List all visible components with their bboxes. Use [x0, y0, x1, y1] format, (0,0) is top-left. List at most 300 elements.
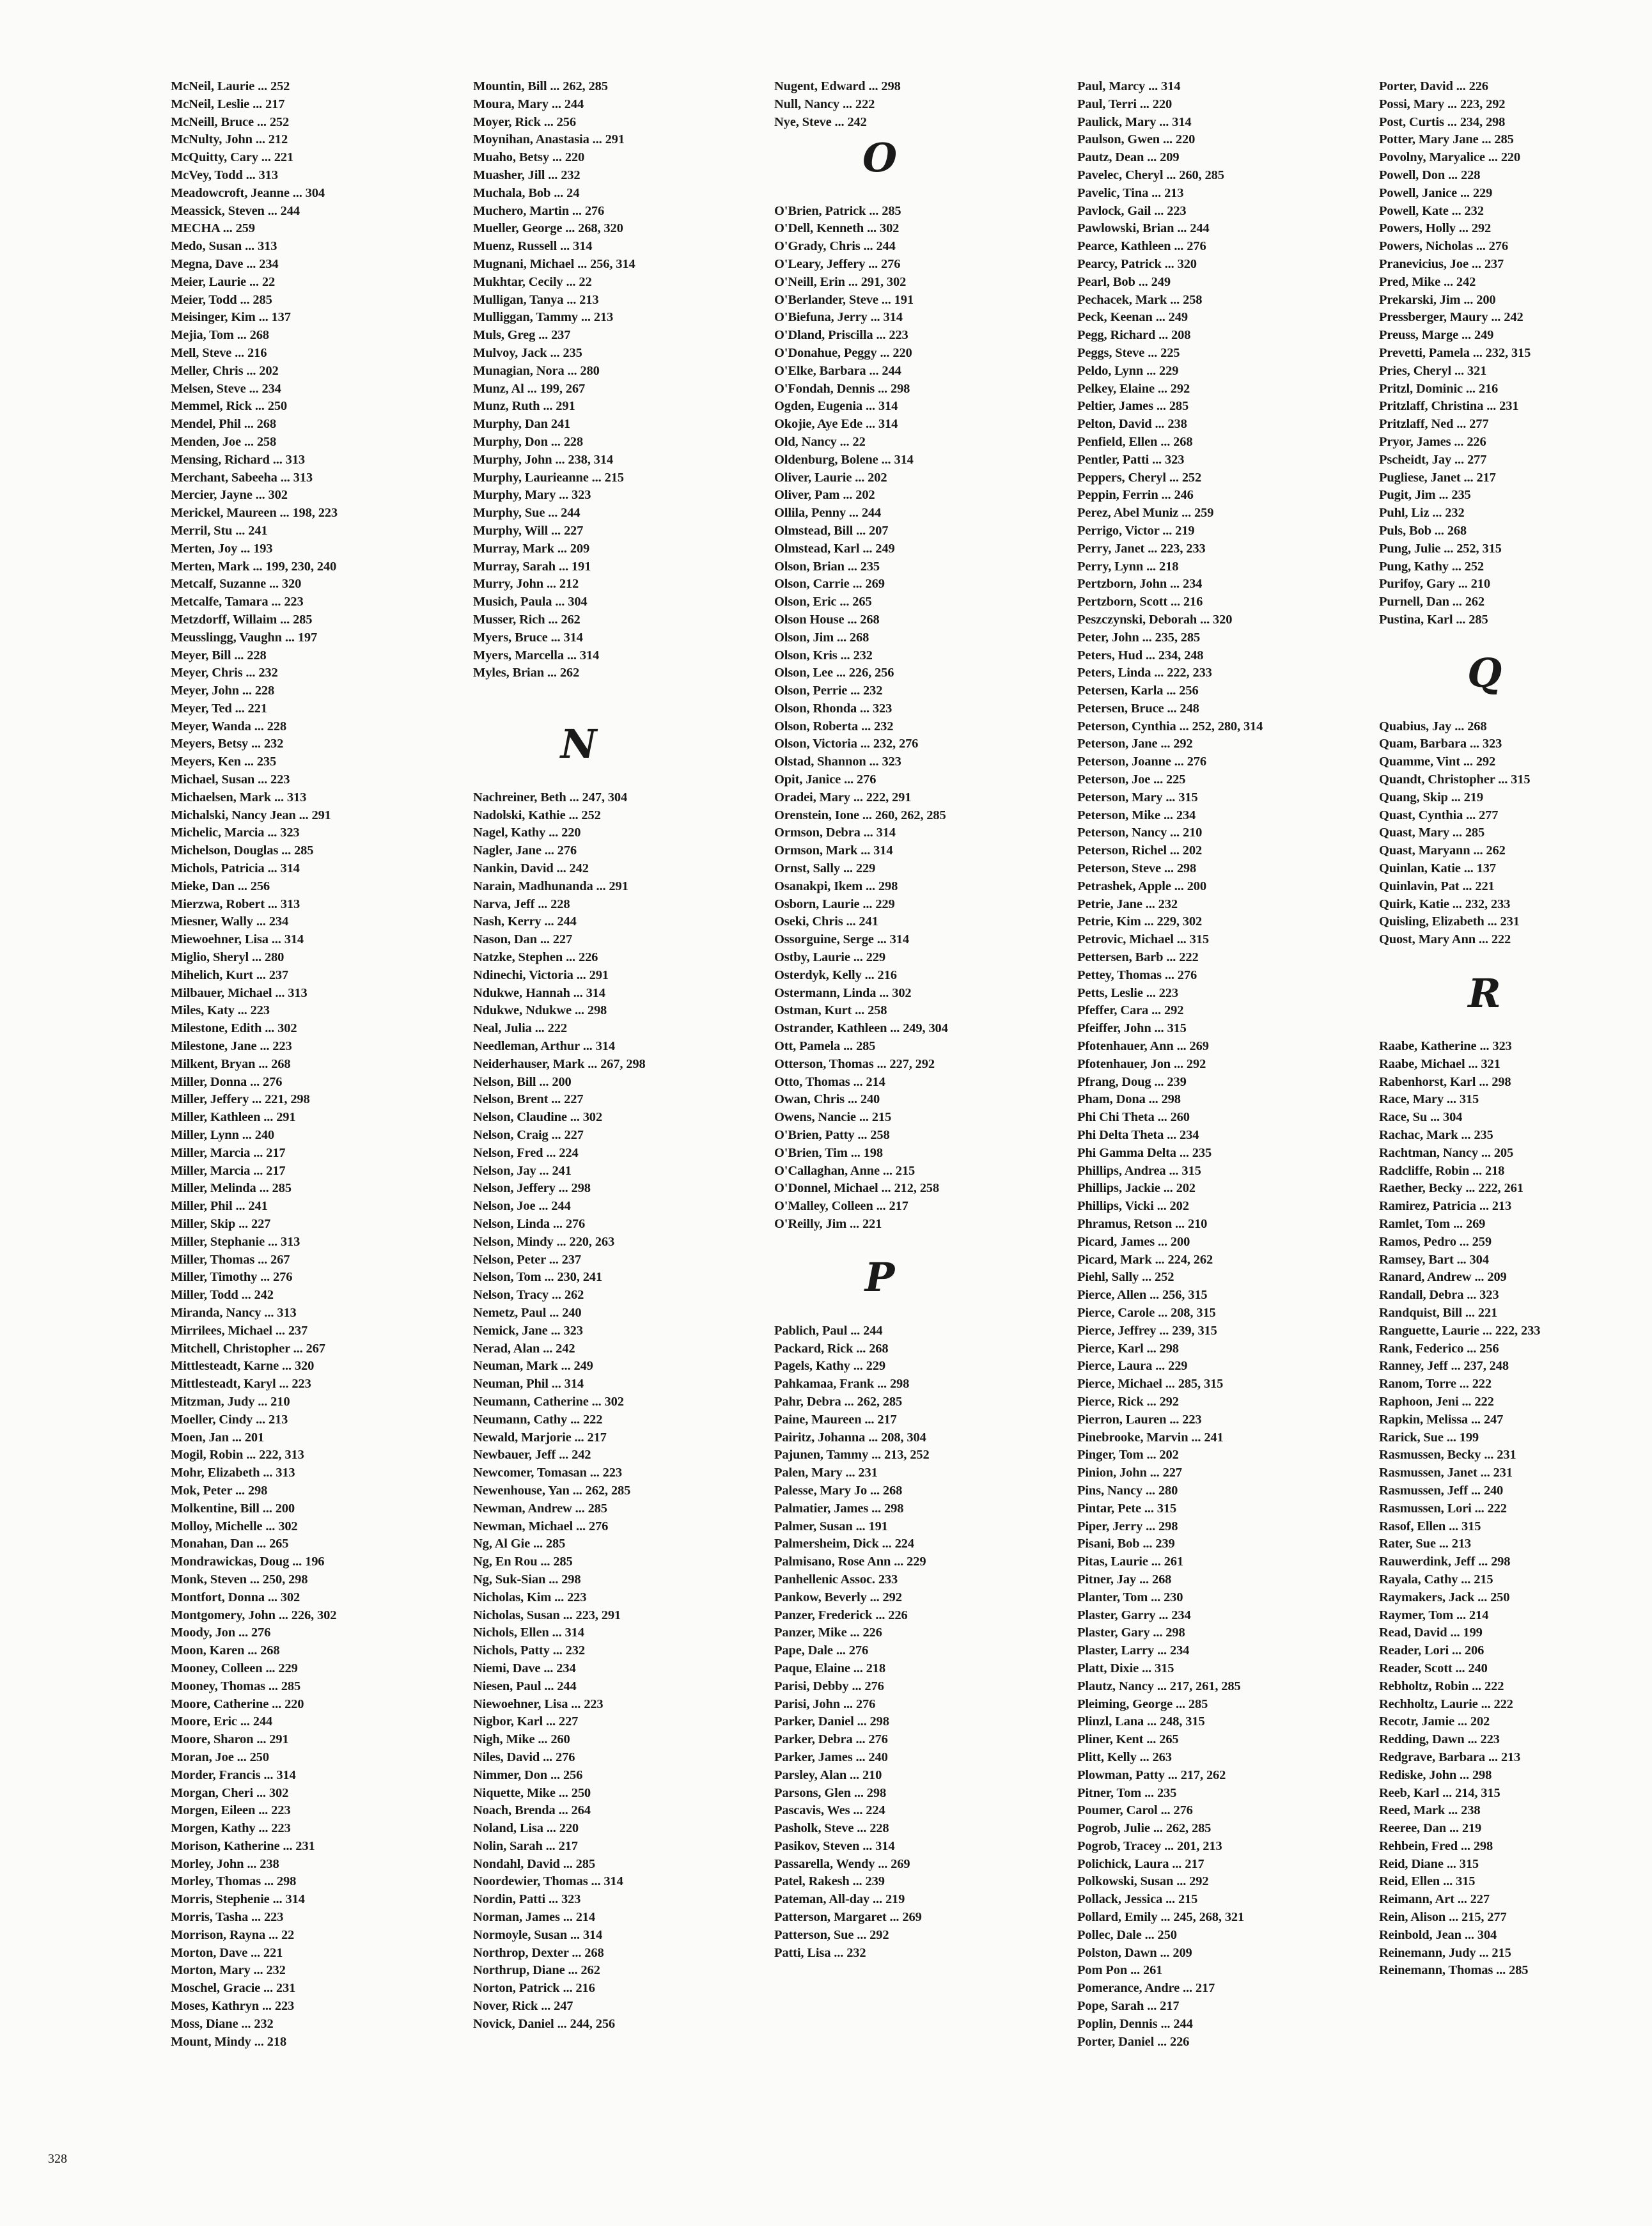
index-entry: Muaho, Betsy ... 220: [473, 150, 585, 165]
index-entry: Reinemann, Thomas ... 285: [1379, 1963, 1529, 1978]
index-entry: Moore, Sharon ... 291: [171, 1732, 289, 1747]
index-entry: Pscheidt, Jay ... 277: [1379, 452, 1487, 467]
index-column-1: [171, 78, 452, 2051]
index-entry: Neumann, Cathy ... 222: [473, 1412, 603, 1427]
index-entry: Norman, James ... 214: [473, 1910, 596, 1925]
section-letter: Q: [1467, 650, 1502, 697]
index-entry: Miller, Stephanie ... 313: [171, 1234, 300, 1249]
index-entry: Pettersen, Barb ... 222: [1077, 950, 1199, 965]
index-entry: Moyer, Rick ... 256: [473, 114, 576, 129]
index-entry: Raabe, Katherine ... 323: [1379, 1039, 1512, 1054]
index-entry: Mercier, Jayne ... 302: [171, 488, 288, 503]
index-entry: Natzke, Stephen ... 226: [473, 950, 598, 965]
index-entry: Musich, Paula ... 304: [473, 595, 588, 609]
index-entry: Reinemann, Judy ... 215: [1379, 1945, 1511, 1960]
index-entry: O'Brien, Patrick ... 285: [774, 203, 901, 218]
index-entry: Read, David ... 199: [1379, 1626, 1483, 1640]
index-entry: Panzer, Mike ... 226: [774, 1626, 882, 1640]
index-entry: Ostby, Laurie ... 229: [774, 950, 885, 965]
index-entry: Pinion, John ... 227: [1077, 1466, 1182, 1480]
spacer: [774, 1305, 1056, 1322]
spacer: [774, 185, 1056, 203]
index-entry: Nelson, Claudine ... 302: [473, 1110, 603, 1125]
index-entry: Meyers, Ken ... 235: [171, 755, 277, 769]
index-entry: Pustina, Karl ... 285: [1379, 612, 1488, 627]
index-entry: Paine, Maureen ... 217: [774, 1412, 897, 1427]
index-entry: Race, Su ... 304: [1379, 1110, 1463, 1125]
index-entry: Pierce, Rick ... 292: [1077, 1394, 1179, 1409]
index-entry: Osanakpi, Ikem ... 298: [774, 879, 898, 893]
index-entry: Morrison, Rayna ... 22: [171, 1927, 295, 1942]
index-entry: Murray, Mark ... 209: [473, 541, 590, 556]
index-entry: Recotr, Jamie ... 202: [1379, 1714, 1490, 1729]
index-entry: Muchala, Bob ... 24: [473, 185, 580, 200]
index-entry: Pritzl, Dominic ... 216: [1379, 381, 1499, 396]
index-entry: Ogden, Eugenia ... 314: [774, 399, 898, 414]
index-entry: Pugit, Jim ... 235: [1379, 488, 1471, 503]
index-entry: Olson, Victoria ... 232, 276: [774, 737, 919, 751]
index-entry: Nankin, David ... 242: [473, 861, 589, 876]
index-entry: Pierce, Carole ... 208, 315: [1077, 1305, 1216, 1320]
index-entry: Ng, Suk-Sian ... 298: [473, 1572, 581, 1587]
index-entry: O'Biefuna, Jerry ... 314: [774, 310, 903, 325]
index-entry: Ostrander, Kathleen ... 249, 304: [774, 1021, 948, 1036]
index-entry: Nelson, Bill ... 200: [473, 1074, 572, 1089]
index-entry: Melsen, Steve ... 234: [171, 381, 281, 396]
index-entry: Ormson, Mark ... 314: [774, 843, 893, 858]
index-entry: Rapkin, Melissa ... 247: [1379, 1412, 1504, 1427]
index-entry: Plowman, Patty ... 217, 262: [1077, 1767, 1226, 1782]
index-entry: Nicholas, Kim ... 223: [473, 1590, 587, 1604]
index-entry: Peterson, Cynthia ... 252, 280, 314: [1077, 719, 1263, 733]
index-entry: Morris, Stephenie ... 314: [171, 1892, 305, 1907]
index-entry: Pavelic, Tina ... 213: [1077, 185, 1184, 200]
index-entry: Rein, Alison ... 215, 277: [1379, 1910, 1507, 1925]
index-entry: Montfort, Donna ... 302: [171, 1590, 300, 1604]
section-letter: O: [862, 134, 897, 182]
index-entry: O'Brien, Tim ... 198: [774, 1145, 883, 1160]
index-entry: Peterson, Mike ... 234: [1077, 808, 1196, 822]
index-entry: Moeller, Cindy ... 213: [171, 1412, 288, 1427]
index-entry: Miller, Marcia ... 217: [171, 1163, 286, 1178]
section-letter: P: [864, 1254, 895, 1301]
index-entry: Myers, Marcella ... 314: [473, 648, 600, 662]
index-entry: McNeill, Bruce ... 252: [171, 114, 290, 129]
index-entry: Molkentine, Bill ... 200: [171, 1501, 295, 1516]
spacer: [1379, 967, 1652, 985]
index-entry: Mulligan, Tanya ... 213: [473, 292, 599, 307]
index-entry: Possi, Mary ... 223, 292: [1379, 97, 1506, 111]
index-entry: Meyer, Ted ... 221: [171, 701, 267, 716]
index-entry: Quirk, Katie ... 232, 233: [1379, 897, 1511, 911]
index-entry: Merchant, Sabeeha ... 313: [171, 470, 313, 485]
index-entry: Michelic, Marcia ... 323: [171, 826, 300, 840]
index-entry: Poumer, Carol ... 276: [1077, 1803, 1193, 1818]
index-entry: Palmisano, Rose Ann ... 229: [774, 1555, 926, 1569]
index-column-3: [774, 78, 1056, 1962]
index-entry: O'Leary, Jeffery ... 276: [774, 256, 901, 271]
index-entry: Rediske, John ... 298: [1379, 1767, 1492, 1782]
index-entry: Powell, Don ... 228: [1379, 168, 1481, 182]
index-entry: Nolin, Sarah ... 217: [473, 1838, 578, 1853]
index-entry: Michols, Patricia ... 314: [171, 861, 300, 876]
index-entry: Mogil, Robin ... 222, 313: [171, 1448, 304, 1462]
index-entry: Polichick, Laura ... 217: [1077, 1856, 1204, 1871]
spacer: [1379, 1002, 1652, 1020]
index-entry: Milestone, Edith ... 302: [171, 1021, 297, 1036]
index-entry: Quinlan, Katie ... 137: [1379, 861, 1496, 876]
index-entry: Plautz, Nancy ... 217, 261, 285: [1077, 1679, 1241, 1693]
index-entry: Pries, Cheryl ... 321: [1379, 363, 1487, 378]
index-entry: McNeil, Leslie ... 217: [171, 97, 285, 111]
index-entry: Quast, Cynthia ... 277: [1379, 808, 1499, 822]
index-entry: Nichols, Patty ... 232: [473, 1643, 585, 1658]
index-entry: Ranney, Jeff ... 237, 248: [1379, 1359, 1509, 1374]
index-entry: O'Neill, Erin ... 291, 302: [774, 274, 907, 289]
index-entry: Nerad, Alan ... 242: [473, 1341, 575, 1356]
index-entry: Polkowski, Susan ... 292: [1077, 1874, 1209, 1889]
index-entry: Phi Gamma Delta ... 235: [1077, 1145, 1212, 1160]
index-entry: Pollec, Dale ... 250: [1077, 1927, 1177, 1942]
index-entry: Pryor, James ... 226: [1379, 434, 1486, 449]
index-entry: Newman, Andrew ... 285: [473, 1501, 607, 1516]
index-entry: Peterson, Jane ... 292: [1077, 737, 1193, 751]
index-entry: Quang, Skip ... 219: [1379, 790, 1483, 804]
index-entry: Oseki, Chris ... 241: [774, 914, 878, 929]
index-entry: Mulvoy, Jack ... 235: [473, 345, 582, 360]
index-entry: Ormson, Debra ... 314: [774, 826, 896, 840]
index-column-2: [473, 78, 754, 2034]
index-entry: Rasmussen, Jeff ... 240: [1379, 1483, 1504, 1498]
index-entry: Mugnani, Michael ... 256, 314: [473, 256, 635, 271]
index-entry: Muenz, Russell ... 314: [473, 239, 593, 254]
index-entry: Meier, Laurie ... 22: [171, 274, 276, 289]
index-entry: Planter, Tom ... 230: [1077, 1590, 1183, 1604]
index-entry: Passarella, Wendy ... 269: [774, 1856, 910, 1871]
index-entry: Mittlesteadt, Karyl ... 223: [171, 1377, 311, 1391]
index-entry: Osborn, Laurie ... 229: [774, 897, 895, 911]
index-entry: Pfeiffer, John ... 315: [1077, 1021, 1187, 1036]
index-entry: Pierce, Karl ... 298: [1077, 1341, 1179, 1356]
section-letter: R: [1468, 969, 1501, 1017]
index-entry: Phillips, Andrea ... 315: [1077, 1163, 1201, 1178]
index-entry: Monk, Steven ... 250, 298: [171, 1572, 308, 1587]
index-entry: Pearcy, Patrick ... 320: [1077, 256, 1197, 271]
index-entry: Quinlavin, Pat ... 221: [1379, 879, 1495, 893]
index-entry: Pleiming, George ... 285: [1077, 1697, 1208, 1711]
index-entry: Paque, Elaine ... 218: [774, 1661, 885, 1675]
index-entry: Merril, Stu ... 241: [171, 523, 268, 538]
index-entry: Porter, David ... 226: [1379, 79, 1488, 93]
page-number: 328: [48, 2152, 67, 2166]
index-entry: Peggs, Steve ... 225: [1077, 345, 1180, 360]
index-entry: O'Elke, Barbara ... 244: [774, 363, 901, 378]
index-entry: Morder, Francis ... 314: [171, 1767, 296, 1782]
index-entry: Palen, Mary ... 231: [774, 1466, 878, 1480]
index-entry: Nimmer, Don ... 256: [473, 1767, 583, 1782]
index-entry: Purnell, Dan ... 262: [1379, 595, 1484, 609]
index-entry: Oliver, Pam ... 202: [774, 488, 875, 503]
index-entry: Pierce, Michael ... 285, 315: [1077, 1377, 1224, 1391]
index-entry: Noland, Lisa ... 220: [473, 1821, 579, 1836]
index-entry: Petrashek, Apple ... 200: [1077, 879, 1206, 893]
index-entry: Miranda, Nancy ... 313: [171, 1305, 297, 1320]
spacer: [473, 753, 754, 771]
index-entry: Puhl, Liz ... 232: [1379, 506, 1465, 521]
index-entry: Olmstead, Karl ... 249: [774, 541, 895, 556]
index-entry: Parsons, Glen ... 298: [774, 1785, 887, 1800]
index-entry: Mendel, Phil ... 268: [171, 417, 276, 432]
index-entry: Olson, Lee ... 226, 256: [774, 666, 894, 680]
index-entry: Morgen, Eileen ... 223: [171, 1803, 291, 1818]
index-entry: O'Dell, Kenneth ... 302: [774, 221, 900, 236]
index-entry: Olson, Eric ... 265: [774, 595, 872, 609]
index-entry: Miller, Timothy ... 276: [171, 1270, 293, 1285]
index-entry: Quisling, Elizabeth ... 231: [1379, 914, 1520, 929]
index-entry: Rebholtz, Robin ... 222: [1379, 1679, 1504, 1693]
index-entry: Peters, Hud ... 234, 248: [1077, 648, 1204, 662]
index-entry: Paul, Terri ... 220: [1077, 97, 1173, 111]
spacer: [1379, 949, 1652, 967]
index-entry: Pinger, Tom ... 202: [1077, 1448, 1179, 1462]
index-entry: Pfrang, Doug ... 239: [1077, 1074, 1187, 1089]
index-entry: Powers, Nicholas ... 276: [1379, 239, 1508, 254]
index-entry: Michelson, Douglas ... 285: [171, 843, 314, 858]
index-entry: Ramsey, Bart ... 304: [1379, 1252, 1489, 1267]
index-entry: Molloy, Michelle ... 302: [171, 1519, 298, 1533]
index-entry: Rauwerdink, Jeff ... 298: [1379, 1555, 1511, 1569]
index-entry: Oliver, Laurie ... 202: [774, 470, 887, 485]
index-entry: Murry, John ... 212: [473, 577, 579, 592]
index-entry: Petrovic, Michael ... 315: [1077, 932, 1209, 947]
index-entry: Pom Pon ... 261: [1077, 1963, 1163, 1978]
index-entry: Newman, Michael ... 276: [473, 1519, 609, 1533]
index-entry: McNulty, John ... 212: [171, 132, 288, 147]
index-entry: Miewoehner, Lisa ... 314: [171, 932, 304, 947]
index-entry: Orenstein, Ione ... 260, 262, 285: [774, 808, 946, 822]
spacer: [1379, 700, 1652, 718]
index-entry: Neal, Julia ... 222: [473, 1021, 567, 1036]
index-entry: Pfotenhauer, Ann ... 269: [1077, 1039, 1209, 1054]
index-entry: Peterson, Joe ... 225: [1077, 772, 1186, 787]
index-entry: Neiderhauser, Mark ... 267, 298: [473, 1056, 646, 1071]
index-entry: Peters, Linda ... 222, 233: [1077, 666, 1212, 680]
index-entry: Perry, Janet ... 223, 233: [1077, 541, 1206, 556]
index-entry: Pascavis, Wes ... 224: [774, 1803, 885, 1818]
index-entry: Murray, Sarah ... 191: [473, 559, 591, 574]
index-entry: Nover, Rick ... 247: [473, 1999, 573, 2014]
index-entry: Raether, Becky ... 222, 261: [1379, 1181, 1523, 1196]
index-entry: Mirrilees, Michael ... 237: [171, 1323, 308, 1338]
index-entry: Pegg, Richard ... 208: [1077, 328, 1191, 343]
index-entry: Plitt, Kelly ... 263: [1077, 1750, 1172, 1764]
index-entry: Nye, Steve ... 242: [774, 114, 867, 129]
index-entry: Pearce, Kathleen ... 276: [1077, 239, 1206, 254]
index-entry: Rayala, Cathy ... 215: [1379, 1572, 1493, 1587]
index-entry: Rasmussen, Janet ... 231: [1379, 1466, 1513, 1480]
index-entry: Munagian, Nora ... 280: [473, 363, 600, 378]
index-entry: Ng, En Rou ... 285: [473, 1555, 573, 1569]
index-entry: Randquist, Bill ... 221: [1379, 1305, 1498, 1320]
index-entry: Reeree, Dan ... 219: [1379, 1821, 1482, 1836]
index-entry: Norton, Patrick ... 216: [473, 1981, 595, 1996]
index-entry: Parisi, Debby ... 276: [774, 1679, 884, 1693]
index-entry: Pung, Kathy ... 252: [1379, 559, 1484, 574]
index-entry: Newenhouse, Yan ... 262, 285: [473, 1483, 631, 1498]
index-entry: Olson, Perrie ... 232: [774, 684, 883, 698]
index-entry: Moody, Jon ... 276: [171, 1626, 271, 1640]
index-entry: Moschel, Gracie ... 231: [171, 1981, 296, 1996]
index-entry: Niquette, Mike ... 250: [473, 1785, 591, 1800]
index-entry: Pred, Mike ... 242: [1379, 274, 1476, 289]
spacer: [473, 718, 754, 736]
index-entry: Nemick, Jane ... 323: [473, 1323, 583, 1338]
index-entry: Phi Delta Theta ... 234: [1077, 1128, 1199, 1143]
index-entry: Nachreiner, Beth ... 247, 304: [473, 790, 628, 804]
index-entry: Mitchell, Christopher ... 267: [171, 1341, 325, 1356]
index-entry: Patti, Lisa ... 232: [774, 1945, 866, 1960]
index-entry: Myles, Brian ... 262: [473, 666, 580, 680]
index-entry: Mooney, Thomas ... 285: [171, 1679, 301, 1693]
index-entry: Plinzl, Lana ... 248, 315: [1077, 1714, 1205, 1729]
index-entry: Niewoehner, Lisa ... 223: [473, 1697, 604, 1711]
index-entry: Rechholtz, Laurie ... 222: [1379, 1697, 1513, 1711]
index-entry: Race, Mary ... 315: [1379, 1092, 1479, 1107]
index-entry: Newald, Marjorie ... 217: [473, 1430, 607, 1445]
index-entry: Pugliese, Janet ... 217: [1379, 470, 1496, 485]
index-entry: Raymer, Tom ... 214: [1379, 1608, 1489, 1622]
index-entry: Miller, Lynn ... 240: [171, 1128, 274, 1143]
index-entry: Platt, Dixie ... 315: [1077, 1661, 1174, 1675]
index-entry: Mukhtar, Cecily ... 22: [473, 274, 592, 289]
index-entry: Patterson, Sue ... 292: [774, 1927, 889, 1942]
index-entry: Purifoy, Gary ... 210: [1379, 577, 1490, 592]
spacer: [774, 131, 1056, 149]
index-entry: Raymakers, Jack ... 250: [1379, 1590, 1510, 1604]
index-entry: Munz, Al ... 199, 267: [473, 381, 586, 396]
index-entry: Milkent, Bryan ... 268: [171, 1056, 291, 1071]
index-entry: Mieke, Dan ... 256: [171, 879, 270, 893]
index-entry: Pitner, Tom ... 235: [1077, 1785, 1177, 1800]
index-entry: Porter, Daniel ... 226: [1077, 2034, 1190, 2049]
index-entry: Reimann, Art ... 227: [1379, 1892, 1490, 1907]
index-entry: Murphy, Will ... 227: [473, 523, 584, 538]
spacer: [1379, 1020, 1652, 1038]
index-entry: Piper, Jerry ... 298: [1077, 1519, 1178, 1533]
index-entry: Miller, Marcia ... 217: [171, 1145, 286, 1160]
index-entry: Pettey, Thomas ... 276: [1077, 968, 1197, 982]
index-entry: Ramos, Pedro ... 259: [1379, 1234, 1492, 1249]
index-entry: MECHA ... 259: [171, 221, 255, 236]
index-entry: Plaster, Larry ... 234: [1077, 1643, 1190, 1658]
index-entry: Quamme, Vint ... 292: [1379, 755, 1496, 769]
spacer: [473, 682, 754, 700]
index-entry: Noordewier, Thomas ... 314: [473, 1874, 623, 1889]
index-entry: Povolny, Maryalice ... 220: [1379, 150, 1520, 165]
index-entry: Phillips, Jackie ... 202: [1077, 1181, 1196, 1196]
index-entry: Palesse, Mary Jo ... 268: [774, 1483, 903, 1498]
index-entry: Pautz, Dean ... 209: [1077, 150, 1180, 165]
index-entry: Mok, Peter ... 298: [171, 1483, 268, 1498]
index-entry: Miller, Thomas ... 267: [171, 1252, 290, 1267]
index-entry: Muasher, Jill ... 232: [473, 168, 581, 182]
index-entry: O'Fondah, Dennis ... 298: [774, 381, 910, 396]
index-entry: Northrup, Diane ... 262: [473, 1963, 600, 1978]
index-entry: Nagler, Jane ... 276: [473, 843, 577, 858]
index-entry: Niemi, Dave ... 234: [473, 1661, 576, 1675]
index-entry: Pateman, All-day ... 219: [774, 1892, 905, 1907]
index-entry: Peterson, Mary ... 315: [1077, 790, 1198, 804]
index-entry: Muls, Greg ... 237: [473, 328, 571, 343]
index-entry: Pomerance, Andre ... 217: [1077, 1981, 1215, 1996]
index-entry: Parisi, John ... 276: [774, 1697, 876, 1711]
spacer: [774, 1251, 1056, 1269]
index-entry: Murphy, Sue ... 244: [473, 506, 581, 521]
index-entry: Ranard, Andrew ... 209: [1379, 1270, 1507, 1285]
index-entry: Narva, Jeff ... 228: [473, 897, 570, 911]
index-entry: Peterson, Nancy ... 210: [1077, 826, 1203, 840]
index-entry: Pinebrooke, Marvin ... 241: [1077, 1430, 1224, 1445]
index-entry: Pogrob, Tracey ... 201, 213: [1077, 1838, 1222, 1853]
index-entry: Quabius, Jay ... 268: [1379, 719, 1487, 733]
index-entry: Pearl, Bob ... 249: [1077, 274, 1171, 289]
index-entry: Picard, James ... 200: [1077, 1234, 1190, 1249]
index-entry: Morton, Mary ... 232: [171, 1963, 286, 1978]
index-entry: Pavelec, Cheryl ... 260, 285: [1077, 168, 1224, 182]
index-entry: Rarick, Sue ... 199: [1379, 1430, 1479, 1445]
index-entry: Preuss, Marge ... 249: [1379, 328, 1494, 343]
index-entry: Post, Curtis ... 234, 298: [1379, 114, 1506, 129]
index-entry: Peldo, Lynn ... 229: [1077, 363, 1179, 378]
index-entry: Olson, Rhonda ... 323: [774, 701, 892, 716]
index-entry: Meadowcroft, Jeanne ... 304: [171, 185, 325, 200]
index-entry: Pritzlaff, Ned ... 277: [1379, 417, 1489, 432]
index-entry: Needleman, Arthur ... 314: [473, 1039, 615, 1054]
spacer: [473, 771, 754, 789]
index-entry: Nicholas, Susan ... 223, 291: [473, 1608, 621, 1622]
index-entry: Moura, Mary ... 244: [473, 97, 584, 111]
index-entry: O'Berlander, Steve ... 191: [774, 292, 914, 307]
index-entry: Reid, Diane ... 315: [1379, 1856, 1479, 1871]
index-entry: Pagels, Kathy ... 229: [774, 1359, 885, 1374]
index-entry: Peppin, Ferrin ... 246: [1077, 488, 1194, 503]
index-entry: Peppers, Cheryl ... 252: [1077, 470, 1202, 485]
index-entry: Nelson, Fred ... 224: [473, 1145, 579, 1160]
index-entry: Reader, Scott ... 240: [1379, 1661, 1488, 1675]
index-entry: Noach, Brenda ... 264: [473, 1803, 591, 1818]
index-entry: Nash, Kerry ... 244: [473, 914, 577, 929]
index-entry: Novick, Daniel ... 244, 256: [473, 2016, 616, 2031]
index-entry: Peter, John ... 235, 285: [1077, 630, 1201, 645]
index-entry: Parker, Daniel ... 298: [774, 1714, 889, 1729]
index-entry: Powell, Janice ... 229: [1379, 185, 1493, 200]
index-entry: Nelson, Jay ... 241: [473, 1163, 572, 1178]
index-entry: Olmstead, Bill ... 207: [774, 523, 889, 538]
index-entry: Pairitz, Johanna ... 208, 304: [774, 1430, 926, 1445]
index-entry: Paulick, Mary ... 314: [1077, 114, 1192, 129]
index-entry: Rachtman, Nancy ... 205: [1379, 1145, 1514, 1160]
index-entry: Nason, Dan ... 227: [473, 932, 573, 947]
index-entry: Poplin, Dennis ... 244: [1077, 2016, 1193, 2031]
index-entry: Olson, Carrie ... 269: [774, 577, 885, 592]
index-entry: O'Grady, Chris ... 244: [774, 239, 896, 254]
index-entry: Quast, Mary ... 285: [1379, 826, 1485, 840]
index-entry: Ranom, Torre ... 222: [1379, 1377, 1492, 1391]
index-entry: Randall, Debra ... 323: [1379, 1288, 1499, 1303]
index-entry: Raabe, Michael ... 321: [1379, 1056, 1500, 1071]
index-entry: Radcliffe, Robin ... 218: [1379, 1163, 1505, 1178]
index-entry: Moynihan, Anastasia ... 291: [473, 132, 625, 147]
